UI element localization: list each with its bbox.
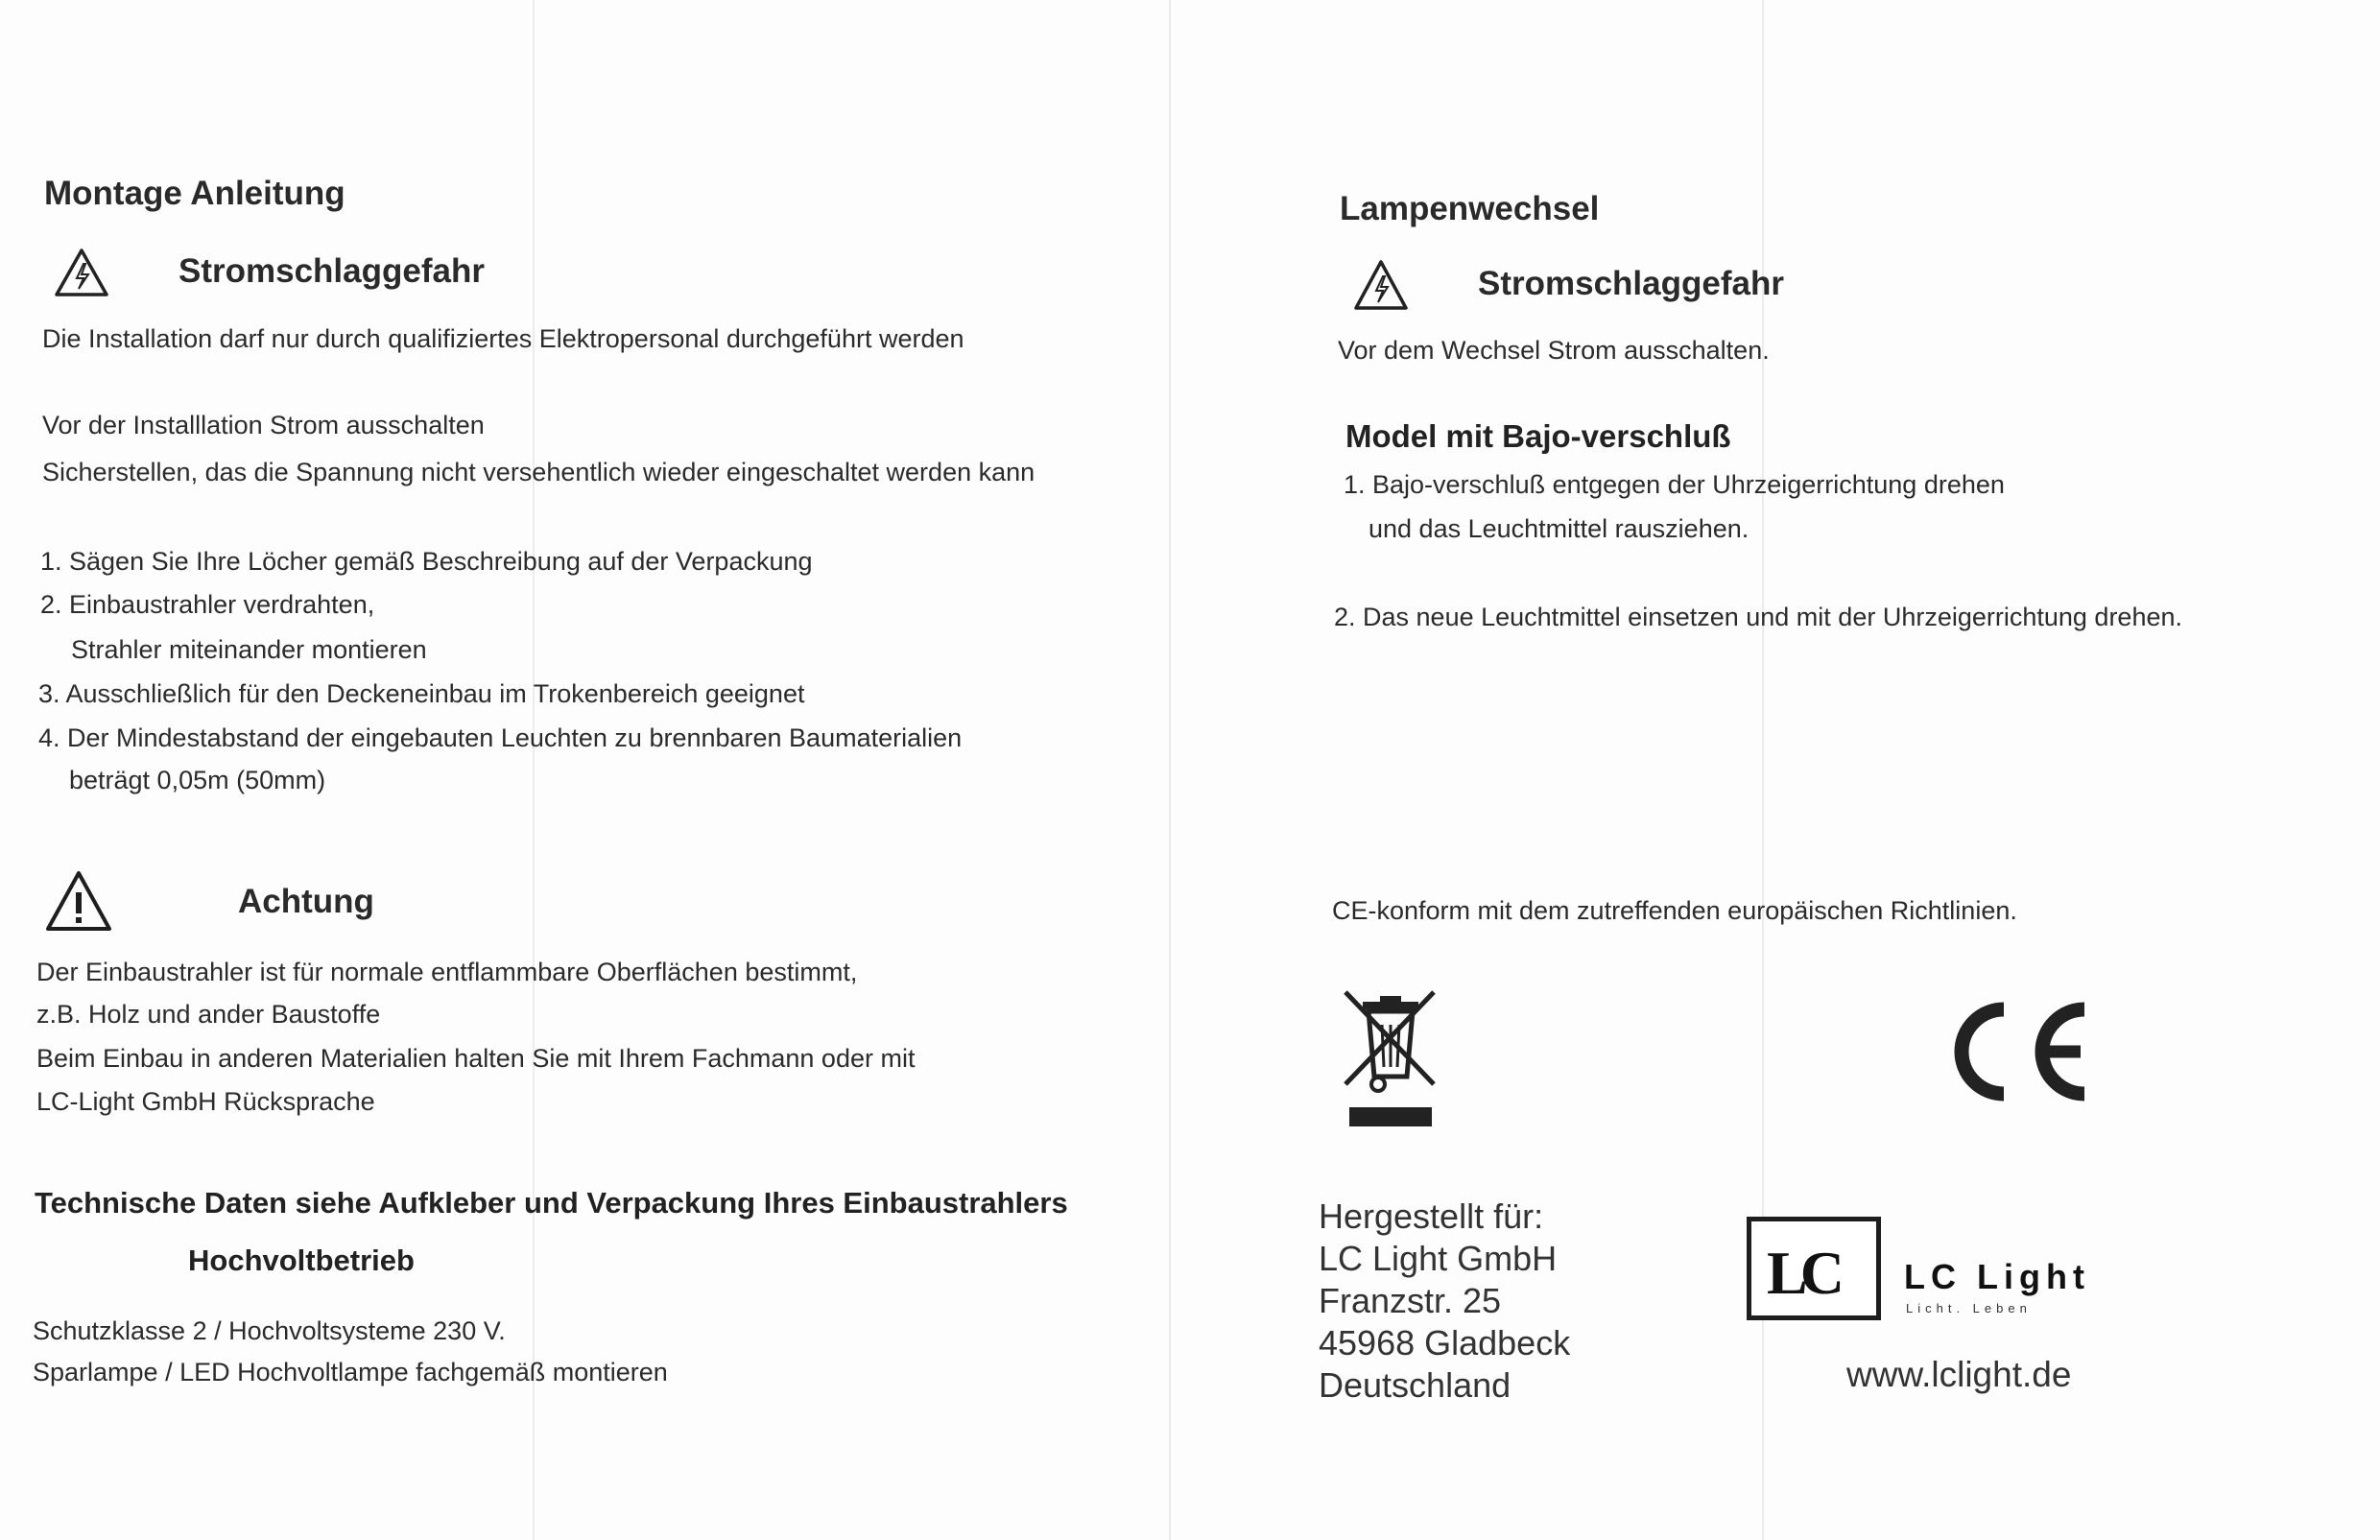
ce-mark: [1944, 998, 2098, 1105]
electric-warning-icon: [1353, 259, 1409, 311]
warning-title: Stromschlaggefahr: [178, 252, 485, 290]
attention-line: z.B. Holz und ander Baustoffe: [36, 1000, 381, 1029]
warning-icon: [44, 869, 113, 933]
fold-line: [533, 0, 535, 1540]
step-line: Strahler miteinander montieren: [71, 635, 427, 664]
logo-monogram-box: [1747, 1217, 1881, 1320]
manufacturer-line: Deutschland: [1319, 1365, 1511, 1405]
warning-title: Stromschlaggefahr: [1478, 265, 1784, 302]
step-line: beträgt 0,05m (50mm): [69, 766, 326, 794]
manufacturer-line: Franzstr. 25: [1319, 1281, 1502, 1320]
warning-text: Die Installation darf nur durch qualifiziertes Elektropersonal durchgeführt werden: [42, 324, 964, 353]
logo-monogram: LC: [1767, 1239, 1837, 1307]
montage-title: Montage Anleitung: [44, 175, 345, 212]
attention-line: Beim Einbau in anderen Materialien halten Sie mit Ihrem Fachmann oder mit: [36, 1044, 916, 1073]
manufacturer-label: Hergestellt für:: [1319, 1196, 1544, 1236]
lampenwechsel-title: Lampenwechsel: [1340, 190, 1600, 227]
attention-line: Der Einbaustrahler ist für normale entflammbare Oberflächen bestimmt,: [36, 958, 858, 986]
tech-subheading: Hochvoltbetrieb: [188, 1244, 415, 1277]
tech-line: Sparlampe / LED Hochvoltlampe fachgemäß montieren: [33, 1358, 668, 1386]
logo-name: LC Light: [1904, 1257, 2090, 1296]
ce-text: CE-konform mit dem zutreffenden europäischen Richtlinien.: [1332, 896, 2017, 925]
tech-line: Schutzklasse 2 / Hochvoltsysteme 230 V.: [33, 1316, 506, 1345]
weee-bin-icon: [1340, 988, 1440, 1132]
step-line: 1. Sägen Sie Ihre Löcher gemäß Beschreibung auf der Verpackung: [40, 547, 813, 576]
attention-title: Achtung: [238, 883, 374, 920]
prep-line: Vor der Installlation Strom ausschalten: [42, 411, 485, 439]
warning-text: Vor dem Wechsel Strom ausschalten.: [1338, 336, 1770, 365]
electric-warning-icon: [54, 248, 109, 297]
step-line: 4. Der Mindestabstand der eingebauten Leuchten zu brennbaren Baumaterialien: [38, 723, 963, 752]
attention-line: LC-Light GmbH Rücksprache: [36, 1087, 375, 1116]
step-line: 2. Einbaustrahler verdrahten,: [40, 590, 375, 619]
model-step: 2. Das neue Leuchtmittel einsetzen und mit der Uhrzeigerrichtung drehen.: [1334, 603, 2182, 631]
fold-line: [1169, 0, 1171, 1540]
model-heading: Model mit Bajo-verschluß: [1345, 418, 1731, 454]
model-step: und das Leuchtmittel rausziehen.: [1368, 514, 1749, 543]
model-step: 1. Bajo-verschluß entgegen der Uhrzeigerrichtung drehen: [1344, 470, 2005, 499]
tech-heading: Technische Daten siehe Aufkleber und Verpackung Ihres Einbaustrahlers: [35, 1186, 1068, 1220]
prep-line: Sicherstellen, das die Spannung nicht versehentlich wieder eingeschaltet werden kann: [42, 458, 1035, 486]
logo-tagline: Licht. Leben: [1906, 1301, 2032, 1315]
website-link[interactable]: www.lclight.de: [1846, 1355, 2072, 1394]
manufacturer-line: 45968 Gladbeck: [1319, 1323, 1571, 1362]
manufacturer-line: LC Light GmbH: [1319, 1239, 1558, 1278]
step-line: 3. Ausschließlich für den Deckeneinbau im Trokenbereich geeignet: [38, 679, 805, 708]
